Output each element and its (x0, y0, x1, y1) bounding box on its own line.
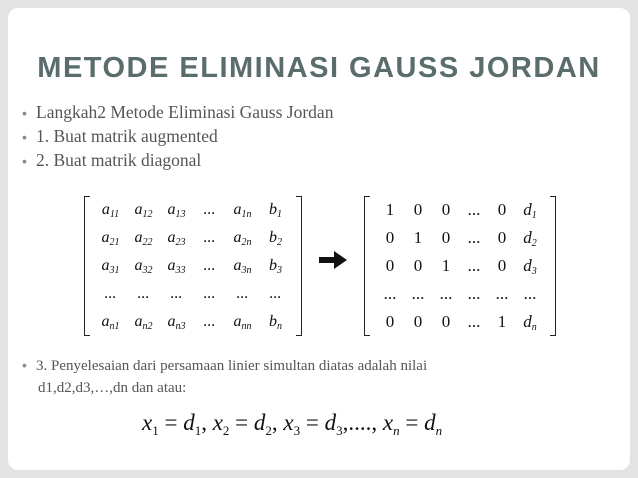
matrix-cell-symbol: a (134, 200, 143, 218)
matrix-cell (94, 196, 127, 224)
matrix-cell (404, 196, 432, 224)
matrix-cell (160, 196, 193, 224)
matrix-cell (376, 308, 404, 336)
matrix-cell (516, 224, 544, 252)
matrix-cell-symbol: a (167, 228, 176, 246)
eq-sub: 3 (293, 423, 301, 438)
matrix-cell-subscript: 1 (531, 209, 537, 221)
eq-sub: 2 (265, 423, 272, 438)
step-3-line-2: d1,d2,d3,…,dn dan atau: (38, 380, 187, 396)
matrix-cell (226, 224, 259, 252)
matrix-cell (193, 280, 226, 308)
matrix-cell (516, 252, 544, 280)
matrix-cell (488, 308, 516, 336)
matrix-cell (404, 224, 432, 252)
eq-sign: = (405, 410, 419, 435)
bullet-dot-icon: • (22, 153, 27, 169)
matrix-row (376, 252, 544, 280)
matrix-cell (160, 308, 193, 336)
matrix-cell (376, 196, 404, 224)
matrix-cell (193, 224, 226, 252)
eq-comma: , (201, 410, 207, 435)
matrix-cell-subscript: 3 (531, 265, 537, 277)
matrix-cell (432, 308, 460, 336)
matrix-cell (94, 252, 127, 280)
matrix-cell-symbol: b (269, 228, 277, 246)
matrix-cell-subscript: 1 (277, 208, 282, 220)
left-bracket (84, 196, 90, 336)
left-bracket (364, 196, 370, 336)
matrix-cell-symbol: 0 (385, 312, 395, 331)
right-bracket (296, 196, 302, 336)
matrix-cell-symbol: a (233, 312, 242, 330)
matrix-cell-symbol: ... (467, 200, 481, 219)
matrix-cell-subscript: 33 (175, 264, 186, 276)
matrix-cell-subscript: n (531, 321, 537, 333)
matrix-row (94, 224, 292, 252)
matrix-cell (460, 196, 488, 224)
matrix-row (376, 280, 544, 308)
matrix-cell-subscript: n1 (109, 320, 120, 332)
matrix-cell (460, 224, 488, 252)
matrix-cell-symbol: a (101, 228, 110, 246)
eq-var: x (142, 410, 153, 435)
matrix-cell-symbol: ... (203, 201, 216, 218)
matrix-cell (127, 280, 160, 308)
matrix-row (94, 308, 292, 336)
matrix-cell-symbol: 0 (385, 228, 395, 247)
eq-sub: 3 (336, 423, 343, 438)
bullet-list (22, 100, 333, 172)
matrix-cell-subscript: 12 (142, 208, 153, 220)
augmented-matrix (84, 196, 302, 336)
matrix-cell (160, 224, 193, 252)
matrix-cell-symbol: 0 (413, 312, 423, 331)
matrix-cell-subscript: 3n (241, 264, 252, 276)
matrix-row (94, 280, 292, 308)
slide-title: METODE ELIMINASI GAUSS JORDAN (37, 52, 601, 84)
matrix-cell-symbol: 0 (497, 228, 507, 247)
bullet-item (22, 148, 333, 172)
matrix-cell-symbol: a (233, 228, 242, 246)
matrix-cell-symbol: a (134, 312, 143, 330)
matrix-cell-symbol: ... (137, 285, 150, 302)
matrix-cell-symbol: d (523, 227, 532, 247)
matrix-row (94, 252, 292, 280)
matrix-cell-symbol: ... (411, 284, 425, 303)
matrix-cell-symbol: 0 (441, 312, 451, 331)
eq-var: x (283, 410, 294, 435)
matrix-cell-symbol: a (233, 256, 242, 274)
matrix-cell-symbol: d (523, 311, 532, 331)
matrix-cell-symbol: ... (203, 257, 216, 274)
matrix-cell-symbol: ... (467, 312, 481, 331)
eq-var: d (424, 410, 436, 435)
matrix-cell-subscript: 22 (142, 236, 153, 248)
matrix-cell-symbol: a (167, 256, 176, 274)
matrix-cell (432, 280, 460, 308)
matrix-cell-symbol: 0 (413, 256, 423, 275)
eq-sign: = (305, 410, 319, 435)
matrix-cell-subscript: 3 (277, 264, 282, 276)
bullet-dot-icon: • (22, 129, 27, 145)
eq-sub: 2 (222, 423, 230, 438)
matrix-cell-symbol: ... (467, 228, 481, 247)
matrix-cell (259, 196, 292, 224)
matrix-cell (259, 280, 292, 308)
matrix-cell-symbol: a (134, 256, 143, 274)
matrix-cell (460, 308, 488, 336)
matrix-cell-symbol: b (269, 200, 277, 218)
matrix-cell (160, 280, 193, 308)
matrix-cell-subscript: 23 (175, 236, 186, 248)
matrix-cell-symbol: 1 (385, 200, 395, 219)
matrix-cell (94, 308, 127, 336)
matrix-cell (404, 280, 432, 308)
matrix-cell (404, 252, 432, 280)
matrix-cell (488, 224, 516, 252)
matrix-cell (376, 224, 404, 252)
eq-var: x (382, 410, 394, 435)
matrix-cell (432, 196, 460, 224)
matrix-cell-symbol: 0 (385, 256, 395, 275)
matrix-cell-symbol: ... (523, 284, 537, 303)
eq-comma: , (371, 410, 378, 435)
matrix-cell (94, 224, 127, 252)
step-3-text (22, 354, 427, 399)
matrix-cell (259, 308, 292, 336)
matrix-cell-symbol: 1 (497, 312, 507, 331)
eq-dots: .... (348, 410, 372, 435)
matrix-cell-symbol: ... (439, 284, 453, 303)
matrix-cell-subscript: 2 (531, 237, 537, 249)
matrix-cell-symbol: 1 (413, 228, 423, 247)
matrix-cell-symbol: d (523, 255, 532, 275)
matrix-cell-symbol: a (101, 256, 110, 274)
matrix-row (376, 308, 544, 336)
matrix-cell (226, 280, 259, 308)
bullet-text: 2. Buat matrik diagonal (36, 150, 202, 170)
matrix-cell (127, 196, 160, 224)
matrix-cell (127, 308, 160, 336)
eq-var: d (183, 410, 195, 435)
matrix-cell (376, 280, 404, 308)
matrix-cell (488, 252, 516, 280)
matrix-cell-symbol: 1 (441, 256, 451, 275)
matrix-cell-symbol: a (101, 312, 110, 330)
matrix-cell-symbol: 0 (441, 228, 451, 247)
matrix-cell (226, 252, 259, 280)
matrix-cell-symbol: a (101, 200, 110, 218)
matrix-cell (226, 308, 259, 336)
matrix-cell-subscript: 13 (175, 208, 186, 220)
matrix-cell (127, 224, 160, 252)
matrix-cell-symbol: ... (203, 229, 216, 246)
matrix-cell-symbol: ... (269, 285, 282, 302)
matrix-cell-symbol: a (134, 228, 143, 246)
matrix-cell (193, 252, 226, 280)
bullet-text: 1. Buat matrik augmented (36, 126, 218, 146)
matrix-cell (404, 308, 432, 336)
matrix-cell (259, 252, 292, 280)
eq-comma: , (271, 410, 278, 435)
eq-sub: n (393, 423, 400, 438)
matrix-cell-symbol: ... (236, 285, 249, 302)
matrix-cell (488, 280, 516, 308)
bullet-dot-icon: • (22, 357, 27, 373)
matrix-cell-subscript: 2n (241, 236, 252, 248)
matrix-cell (432, 224, 460, 252)
matrix-cell (193, 308, 226, 336)
augmented-matrix-body (94, 196, 292, 336)
matrix-cell-subscript: n2 (142, 320, 153, 332)
matrix-cell-symbol: ... (203, 285, 216, 302)
matrix-cell-symbol: 0 (441, 200, 451, 219)
matrix-cell (94, 280, 127, 308)
matrix-cell (488, 196, 516, 224)
matrix-cell-symbol: a (167, 312, 176, 330)
solution-equation (142, 410, 442, 439)
matrix-cell-symbol: 0 (413, 200, 423, 219)
matrix-cell-symbol: 0 (497, 200, 507, 219)
eq-comma: , (342, 410, 349, 435)
matrix-cell-subscript: 2 (277, 236, 282, 248)
matrix-cell-subscript: 31 (109, 264, 120, 276)
matrix-cell-symbol: b (269, 312, 277, 330)
matrix-cell-symbol: ... (467, 256, 481, 275)
matrix-cell-subscript: 11 (109, 208, 120, 220)
matrix-cell (226, 196, 259, 224)
matrix-cell (160, 252, 193, 280)
matrix-cell-symbol: ... (104, 285, 117, 302)
step-3-line (22, 354, 427, 377)
matrix-cell-subscript: 21 (109, 236, 120, 248)
matrix-cell-symbol: a (167, 200, 176, 218)
matrix-row (376, 224, 544, 252)
matrix-cell-subscript: n3 (175, 320, 186, 332)
matrix-cell-symbol: ... (467, 284, 481, 303)
eq-var: x (212, 410, 223, 435)
eq-sub: 1 (194, 423, 202, 438)
slide (8, 8, 630, 470)
matrix-cell (460, 252, 488, 280)
matrix-cell-symbol: ... (170, 285, 183, 302)
right-arrow-icon (317, 248, 349, 272)
matrix-cell-symbol: ... (383, 284, 397, 303)
matrix-cell-subscript: 1n (241, 208, 252, 220)
matrix-cell-symbol: ... (495, 284, 509, 303)
eq-sign: = (164, 410, 178, 435)
matrix-cell-subscript: nn (241, 320, 252, 332)
bullet-text: Langkah2 Metode Eliminasi Gauss Jordan (36, 102, 334, 122)
diagonal-matrix (364, 196, 556, 336)
matrix-cell (259, 224, 292, 252)
matrix-cell-symbol: b (269, 256, 277, 274)
matrix-cell-symbol: a (233, 200, 242, 218)
eq-sign: = (235, 410, 249, 435)
matrix-row (376, 196, 544, 224)
eq-sub: n (435, 423, 443, 438)
matrix-cell (127, 252, 160, 280)
matrix-cell-subscript: n (277, 320, 282, 332)
matrix-cell (460, 280, 488, 308)
matrix-cell (516, 280, 544, 308)
matrix-cell (516, 308, 544, 336)
matrix-cell-symbol: 0 (497, 256, 507, 275)
eq-sub: 1 (152, 423, 159, 438)
diagonal-matrix-body (376, 196, 544, 336)
step-3-line-1: 3. Penyelesaian dari persamaan linier simultan diatas adalah nilai (36, 358, 428, 374)
matrix-row (94, 196, 292, 224)
matrix-cell-symbol: ... (203, 313, 216, 330)
right-bracket (550, 196, 556, 336)
eq-var: d (253, 410, 266, 435)
matrix-cell-subscript: 32 (142, 264, 153, 276)
matrix-cell (516, 196, 544, 224)
matrix-cell (376, 252, 404, 280)
bullet-item (22, 100, 333, 124)
matrix-cell (193, 196, 226, 224)
bullet-item (22, 124, 333, 148)
bullet-dot-icon: • (22, 105, 27, 121)
matrix-cell (432, 252, 460, 280)
matrix-cell-symbol: d (523, 199, 532, 219)
eq-var: d (324, 410, 337, 435)
